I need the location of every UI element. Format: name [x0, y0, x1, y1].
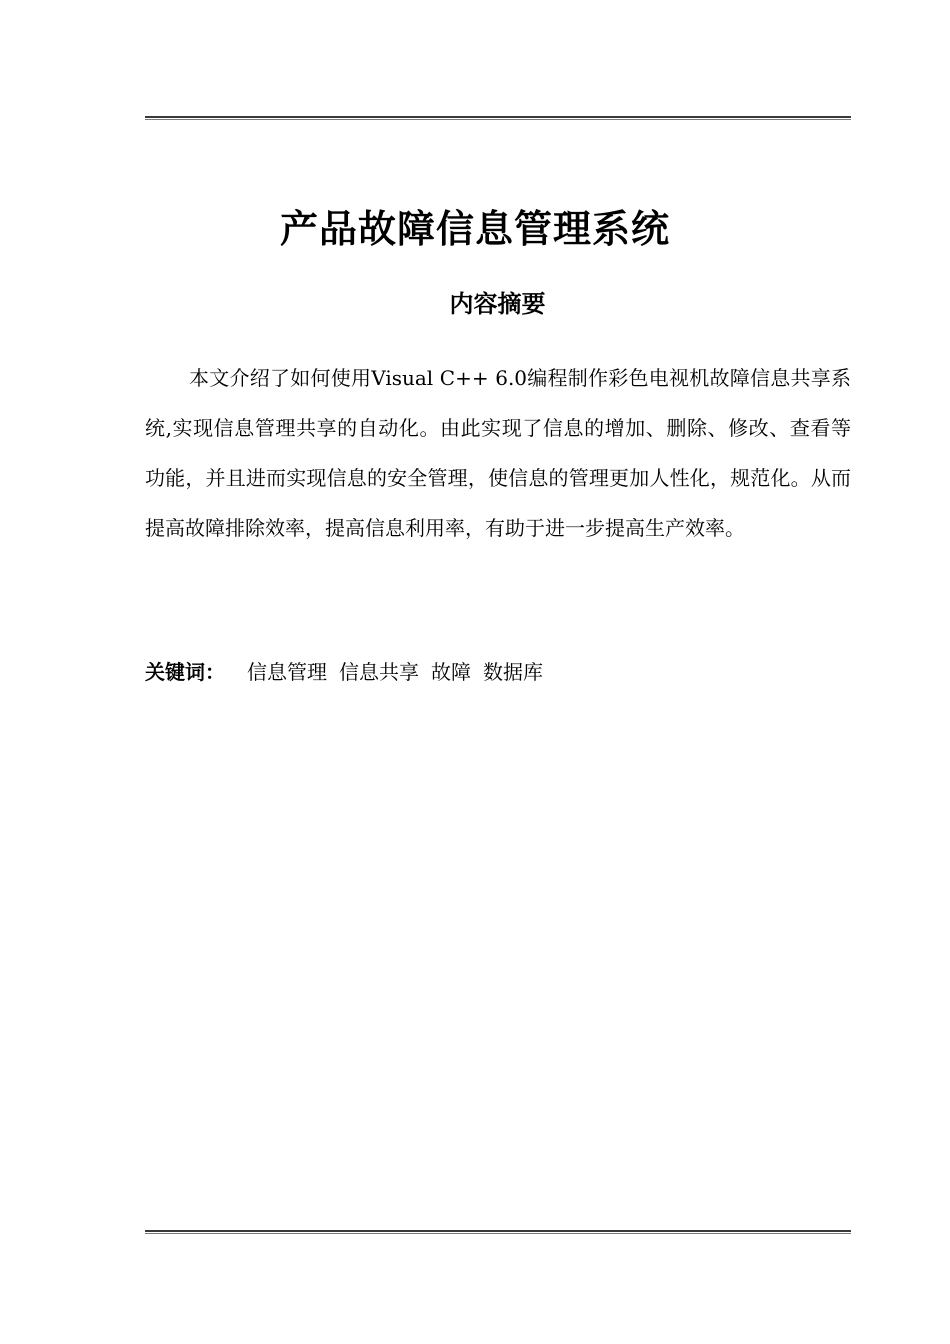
- keyword-item: 故障: [431, 660, 471, 684]
- abstract-paragraph: 本文介绍了如何使用Visual C++ 6.0编程制作彩色电视机故障信息共享系统,实现信息管理共享的自动化。由此实现了信息的增加、删除、修改、查看等功能，并且进而实现信息的安全管理，使信息的管理更加人性化，规范化。从而提高故障排除效率，提高信息利用率，有助于进一步提高生产效率。: [145, 366, 851, 540]
- document-title: 产品故障信息管理系统: [279, 207, 670, 251]
- header-rule: [145, 116, 851, 120]
- footer-rule: [145, 1230, 851, 1234]
- footer-rule-thin: [145, 1233, 851, 1234]
- keywords-label: 关键词：: [145, 660, 225, 684]
- keyword-item: 信息共享: [339, 660, 419, 684]
- header-rule-thin: [145, 119, 851, 120]
- keywords-line: [145, 657, 851, 687]
- abstract-heading: 内容摘要: [449, 290, 546, 318]
- header-rule-thick: [145, 116, 851, 118]
- footer-rule-thick: [145, 1230, 851, 1232]
- keyword-item: 信息管理: [247, 660, 327, 684]
- keyword-item: 数据库: [483, 660, 543, 684]
